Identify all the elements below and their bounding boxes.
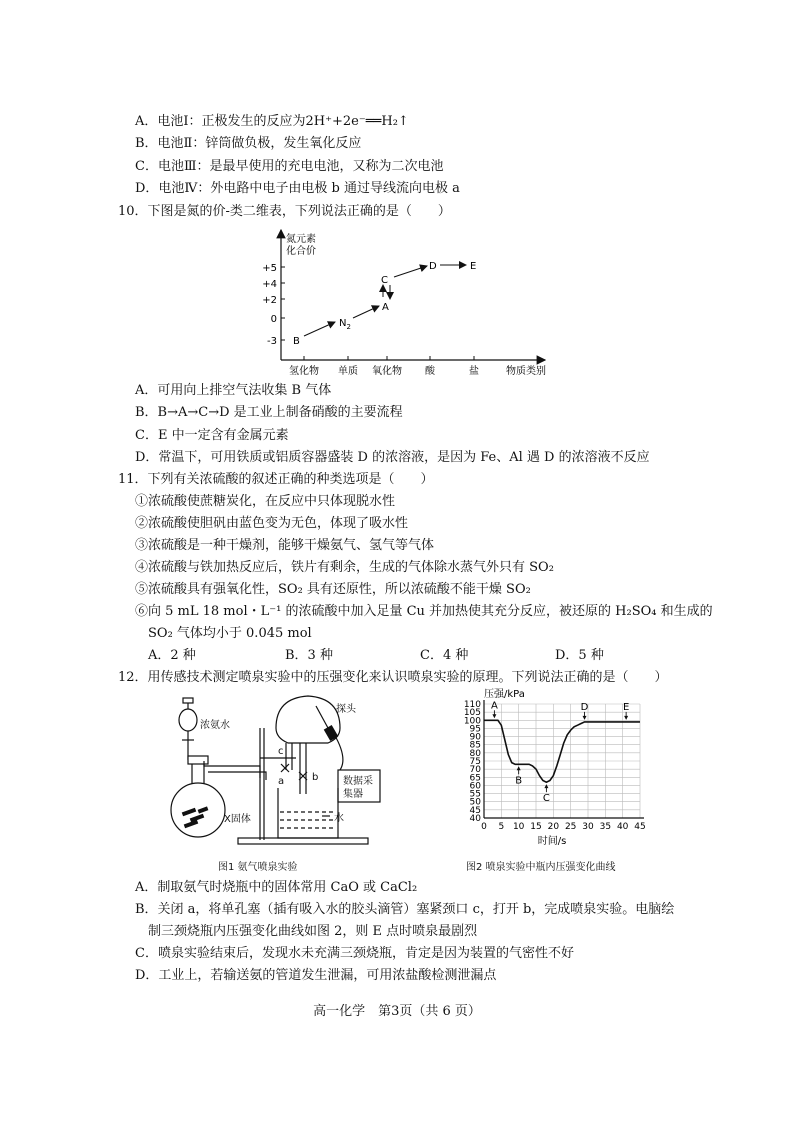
y-axis-title-2: 化合价 bbox=[286, 246, 316, 257]
point-d: D bbox=[429, 261, 437, 272]
q12-option-c: C．喷泉实验结束后，发现水未充满三颈烧瓶，肯定是因为装置的气密性不好 bbox=[135, 946, 574, 961]
fig1-caption: 图1 氨气喷泉实验 bbox=[218, 862, 298, 873]
q11-item-6-cont: SO₂ 气体均小于 0.045 mol bbox=[148, 626, 312, 641]
x-tick-label: 0 bbox=[481, 822, 487, 832]
q11-item-2: ②浓硫酸使胆矾由蓝色变为无色，体现了吸水性 bbox=[135, 516, 409, 531]
label-ammonia-water: 浓氨水 bbox=[200, 720, 230, 731]
q11-option-d: D．5 种 bbox=[555, 648, 604, 663]
q9-option-a: A．电池Ⅰ：正极发生的反应为2H⁺+2e⁻══H₂↑ bbox=[135, 114, 409, 129]
annotation-label: B bbox=[515, 775, 523, 787]
label-probe: 探头 bbox=[336, 704, 356, 715]
q12-option-b-cont: 制三颈烧瓶内压强变化曲线如图 2，则 E 点时喷泉最剧烈 bbox=[148, 924, 478, 939]
q11-option-a: A．2 种 bbox=[148, 648, 196, 663]
y-axis-title-1: 氮元素 bbox=[286, 234, 316, 245]
q12-option-b: B．关闭 a，将单孔塞（插有吸入水的胶头滴管）塞紧颈口 c，打开 b，完成喷泉实验。电脑绘 bbox=[135, 902, 675, 917]
annotation-arrowhead bbox=[624, 716, 628, 720]
label-collector-2: 集器 bbox=[343, 789, 363, 800]
annotation-label: A bbox=[490, 700, 498, 712]
q12-stem: 12．用传感技术测定喷泉实验中的压强变化来认识喷泉实验的原理。下列说法正确的是（ ） bbox=[118, 670, 668, 685]
y-tick-label: 110 bbox=[463, 700, 481, 710]
page-footer: 高一化学 第3页（共 6 页） bbox=[313, 1004, 481, 1019]
x-tick: 氢化物 bbox=[289, 366, 319, 377]
annotation-arrowhead bbox=[517, 766, 521, 770]
y-axis-label: 压强/kPa bbox=[484, 689, 525, 700]
q10-option-b: B．B→A→C→D 是工业上制备硝酸的主要流程 bbox=[135, 405, 403, 420]
x-tick-label: 15 bbox=[530, 822, 542, 832]
fig2-caption: 图2 喷泉实验中瓶内压强变化曲线 bbox=[466, 862, 616, 873]
arrow-b-n2 bbox=[304, 322, 335, 336]
y-tick-label: 100 bbox=[463, 716, 481, 727]
q11-option-b: B．3 种 bbox=[285, 648, 333, 663]
x-tick-label: 30 bbox=[582, 822, 594, 832]
x-axis-title: 物质类别 bbox=[506, 366, 546, 377]
arrow-n2-a bbox=[353, 306, 379, 318]
point-c: C bbox=[381, 275, 388, 286]
y-tick: 0 bbox=[270, 314, 277, 325]
y-tick: +4 bbox=[262, 279, 277, 290]
y-tick: +5 bbox=[262, 263, 277, 274]
q11-item-5: ⑤浓硫酸具有强氧化性，SO₂ 具有还原性，所以浓硫酸不能干燥 SO₂ bbox=[135, 582, 531, 597]
x-tick-label: 45 bbox=[634, 822, 646, 832]
q12-option-a: A．制取氨气时烧瓶中的固体常用 CaO 或 CaCl₂ bbox=[135, 880, 418, 895]
q9-option-d: D．电池Ⅳ：外电路中电子由电极 b 通过导线流向电极 a bbox=[135, 181, 460, 196]
y-tick-label: 95 bbox=[469, 724, 481, 735]
y-tick-label: 45 bbox=[469, 805, 481, 816]
annotation-label: D bbox=[580, 701, 589, 713]
q12-option-d: D．工业上，若输送氨的管道发生泄漏，可用浓盐酸检测泄漏点 bbox=[135, 968, 497, 983]
point-e: E bbox=[470, 261, 477, 272]
label-water: 水 bbox=[334, 813, 344, 824]
y-tick-label: 50 bbox=[469, 797, 481, 808]
q11-item-4: ④浓硫酸与铁加热反应后，铁片有剩余，生成的气体除水蒸气外只有 SO₂ bbox=[135, 560, 554, 575]
q9-option-c: C．电池Ⅲ：是最早使用的充电电池，又称为二次电池 bbox=[135, 159, 444, 174]
ammonia-fountain-apparatus bbox=[168, 688, 383, 848]
q10-option-c: C．E 中一定含有金属元素 bbox=[135, 428, 289, 443]
point-n2: $N_2$ bbox=[339, 318, 351, 331]
label-a: a bbox=[278, 776, 285, 787]
x-tick: 氧化物 bbox=[372, 366, 402, 377]
q11-item-1: ①浓硫酸使蔗糖炭化，在反应中只体现脱水性 bbox=[135, 494, 396, 509]
pressure-series-line bbox=[484, 720, 640, 782]
x-axis-label: 时间/s bbox=[537, 836, 567, 847]
q11-item-3: ③浓硫酸是一种干燥剂，能够干燥氨气、氢气等气体 bbox=[135, 538, 435, 553]
q10-option-d: D．常温下，可用铁质或铝质容器盛装 D 的浓溶液，是因为 Fe、Al 遇 D 的浓溶液不反应 bbox=[135, 450, 650, 465]
x-tick: 盐 bbox=[469, 366, 479, 377]
x-tick: 酸 bbox=[425, 366, 435, 377]
x-tick-label: 20 bbox=[547, 822, 560, 832]
x-tick-label: 5 bbox=[498, 822, 505, 832]
q10-stem: 10．下图是氮的价-类二维表，下列说法正确的是（ ） bbox=[118, 204, 451, 219]
label-c: c bbox=[278, 746, 284, 757]
y-tick-label: 75 bbox=[469, 757, 481, 767]
x-tick-label: 40 bbox=[616, 822, 629, 832]
annotation-arrowhead bbox=[492, 714, 496, 718]
x-tick-label: 35 bbox=[599, 822, 612, 832]
q9-option-b: B．电池Ⅱ：锌筒做负极，发生氧化反应 bbox=[135, 136, 362, 151]
x-tick: 单质 bbox=[338, 366, 358, 377]
y-tick: +2 bbox=[262, 295, 277, 306]
pressure-curve-chart bbox=[440, 686, 650, 848]
y-tick-label: 70 bbox=[469, 765, 481, 776]
annotation-arrowhead bbox=[583, 716, 587, 720]
x-tick-label: 25 bbox=[564, 822, 577, 832]
y-tick-label: 65 bbox=[469, 773, 481, 784]
annotation-arrowhead bbox=[544, 784, 548, 788]
y-tick-label: 40 bbox=[469, 814, 481, 824]
annotation-label: E bbox=[622, 701, 630, 713]
q11-item-6: ⑥向 5 mL 18 mol・L⁻¹ 的浓硫酸中加入足量 Cu 并加热使其充分反应，被还原的 H₂SO₄ 和生成的 bbox=[135, 604, 713, 619]
y-tick-label: 105 bbox=[463, 708, 481, 719]
y-tick-label: 55 bbox=[469, 789, 481, 800]
label-collector-1: 数据采 bbox=[343, 776, 373, 787]
y-tick-label: 60 bbox=[469, 781, 481, 792]
q11-stem: 11．下列有关浓硫酸的叙述正确的种类选项是（ ） bbox=[118, 472, 434, 487]
q11-option-c: C．4 种 bbox=[420, 648, 469, 663]
y-tick-label: 85 bbox=[469, 740, 481, 751]
point-a: A bbox=[382, 302, 389, 313]
y-tick-label: 90 bbox=[469, 732, 481, 743]
nitrogen-valence-category-diagram bbox=[260, 222, 560, 378]
label-x-solid: X固体 bbox=[224, 814, 251, 825]
y-tick: -3 bbox=[267, 336, 277, 347]
y-tick-label: 80 bbox=[469, 748, 481, 759]
label-b: b bbox=[312, 772, 319, 783]
point-b: B bbox=[293, 336, 300, 347]
x-tick-label: 10 bbox=[512, 822, 525, 832]
arrow-c-d bbox=[394, 266, 427, 277]
q10-option-a: A．可用向上排空气法收集 B 气体 bbox=[135, 383, 332, 398]
annotation-label: C bbox=[542, 793, 550, 805]
